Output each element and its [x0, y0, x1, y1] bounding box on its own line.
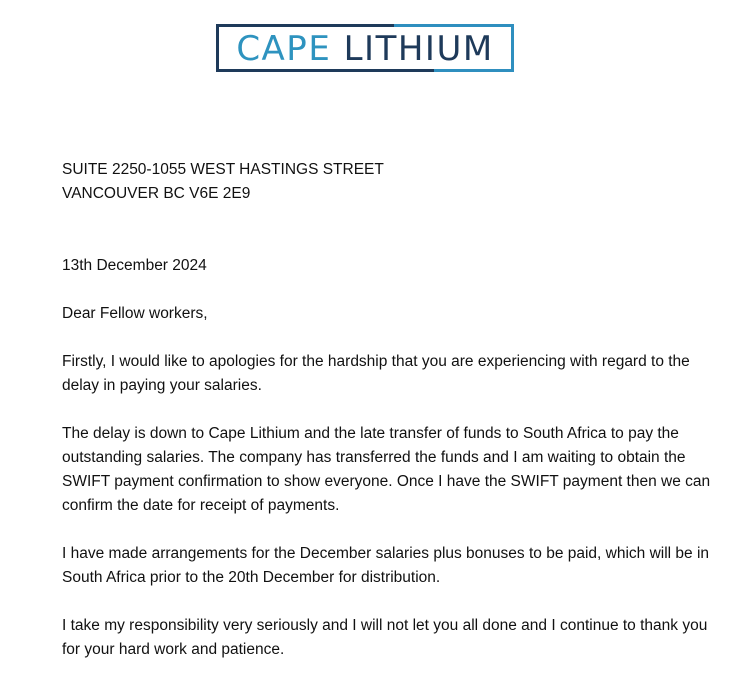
spacer [62, 230, 712, 254]
logo-wordmark [219, 29, 511, 69]
address-block [62, 158, 712, 206]
address-line-2: VANCOUVER BC V6E 2E9 [62, 185, 251, 202]
paragraph-2: The delay is down to Cape Lithium and the late transfer of funds to South Africa to pay the outstanding salaries. The company has transferred the funds and I am waiting to obtain the SWIFT payment confirmation to show everyone. Once I have the SWIFT payment then we can confirm the date for receipt of payments. [62, 425, 711, 514]
paragraph-1: Firstly, I would like to apologies for the hardship that you are experiencing with regard to the delay in paying your salaries. [62, 353, 690, 394]
logo-frame-accent-right [511, 24, 514, 72]
letter-date: 13th December 2024 [62, 257, 207, 274]
paragraph-4: I take my responsibility very seriously and I will not let you all done and I continue to thank you for your hard work and patience. [62, 617, 708, 658]
company-logo [216, 24, 514, 72]
logo-text-lithium: LITHIUM [343, 29, 494, 69]
salutation: Dear Fellow workers, [62, 305, 208, 322]
logo-text-cape: CAPE [236, 29, 332, 69]
address-line-1: SUITE 2250-1055 WEST HASTINGS STREET [62, 161, 384, 178]
letter-body [62, 158, 712, 686]
logo-frame-accent-bottom [434, 69, 514, 72]
paragraph-3: I have made arrangements for the December salaries plus bonuses to be paid, which will be in South Africa prior to the 20th December for distribution. [62, 545, 710, 586]
logo-frame-accent-top [394, 24, 514, 27]
